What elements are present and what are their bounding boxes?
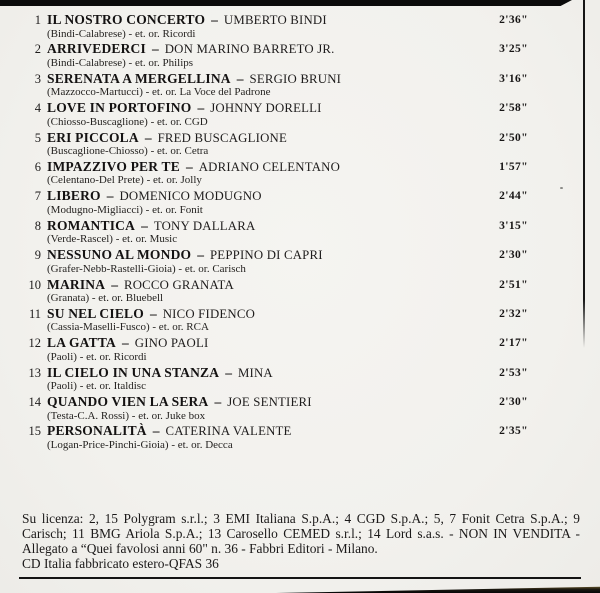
- track-artist: DOMENICO MODUGNO: [119, 189, 262, 204]
- title-artist-separator: –: [141, 217, 148, 233]
- track-title-line: [47, 101, 499, 116]
- track-artist: NICO FIDENCO: [162, 306, 256, 321]
- track-main: [47, 189, 499, 216]
- track-title: ERI PICCOLA: [47, 129, 139, 145]
- track-row: [0, 13, 600, 42]
- track-credit: (Paoli) - et. or. Ricordi: [47, 350, 147, 363]
- track-title-line: [47, 278, 499, 293]
- track-credit: (Paoli) - et. or. Italdisc: [47, 380, 146, 393]
- track-title: QUANDO VIEN LA SERA: [47, 394, 209, 410]
- track-number: 8: [34, 218, 41, 233]
- track-duration: 2'36": [499, 14, 528, 26]
- track-number: 2: [34, 42, 41, 57]
- track-row: [0, 72, 600, 101]
- track-row: [0, 101, 600, 130]
- track-main: [47, 219, 499, 246]
- track-credit: (Cassia-Maselli-Fusco) - et. or. RCA: [47, 321, 209, 334]
- track-title-line: [47, 42, 499, 57]
- title-artist-separator: –: [211, 12, 218, 27]
- track-credit: (Grafer-Nebb-Rastelli-Gioia) - et. or. Carisch: [47, 262, 246, 275]
- track-title: LA GATTA: [47, 335, 116, 351]
- title-artist-separator: –: [106, 188, 114, 204]
- track-main: [47, 395, 499, 422]
- track-row: [0, 395, 600, 424]
- track-artist: GINO PAOLI: [134, 336, 209, 351]
- track-main: [47, 307, 499, 334]
- track-duration: 2'35": [499, 425, 528, 438]
- track-duration: 2'30": [499, 396, 528, 409]
- track-title-line: [47, 131, 499, 146]
- track-artist: UMBERTO BINDI: [223, 13, 327, 27]
- track-duration: 3'15": [499, 219, 528, 232]
- top-edge-strip: [0, 0, 572, 6]
- track-main: [47, 278, 499, 305]
- track-credit: (Granata) - et. or. Bluebell: [47, 292, 164, 305]
- track-title: SERENATA A MERGELLINA: [47, 70, 231, 86]
- track-main: [47, 366, 499, 393]
- track-number: 7: [34, 189, 41, 204]
- title-artist-separator: –: [225, 364, 232, 380]
- track-title: IMPAZZIVO PER TE: [47, 158, 180, 174]
- track-number: 3: [34, 71, 41, 86]
- track-duration: 2'50": [499, 131, 528, 144]
- track-title: PERSONALITÀ: [47, 423, 147, 439]
- track-row: [0, 42, 600, 71]
- track-credit: (Logan-Price-Pinchi-Gioia) - et. or. Decca: [47, 438, 233, 451]
- track-main: [47, 248, 499, 275]
- track-duration: 2'17": [499, 337, 528, 350]
- track-artist: FRED BUSCAGLIONE: [157, 130, 287, 145]
- track-main: [47, 131, 499, 158]
- track-title: IL CIELO IN UNA STANZA: [47, 364, 220, 380]
- track-title-line: [47, 189, 499, 204]
- track-number: 1: [34, 13, 41, 27]
- track-title-line: [47, 336, 499, 351]
- track-credit: (Modugno-Migliacci) - et. or. Fonit: [47, 203, 203, 216]
- track-title-line: [47, 219, 499, 234]
- track-row: [0, 307, 600, 336]
- title-artist-separator: –: [236, 70, 244, 86]
- track-title: LOVE IN PORTOFINO: [47, 100, 192, 116]
- track-row: [0, 219, 600, 248]
- track-artist: CATERINA VALENTE: [165, 424, 292, 439]
- footer: [22, 511, 580, 571]
- track-artist: JOHNNY DORELLI: [210, 101, 322, 116]
- track-title-line: [47, 248, 499, 263]
- catalog-text: CD Italia fabbricato estero-QFAS 36: [22, 556, 219, 571]
- title-artist-separator: –: [185, 158, 193, 174]
- track-row: [0, 160, 600, 189]
- license-text: Su licenza: 2, 15 Polygram s.r.l.; 3 EMI Italiana S.p.A.; 4 CGD S.p.A.; 5, 7 Fonit Cetra S.p.A.; 9 Carisch; 11 BMG Ariola S.p.A.; 13 Carosello CEMED s.r.l.; 14 Lord s.a.s. - NON IN VENDITA - Allegato a “Quei favolosi anni 60" n. 36 - Fabbri Editori - Milano.: [22, 511, 580, 556]
- track-credit: (Buscaglione-Chiosso) - et. or. Cetra: [47, 145, 209, 158]
- track-number: 13: [28, 365, 41, 380]
- track-credit: (Bindi-Calabrese) - et. or. Ricordi: [47, 27, 196, 40]
- title-artist-separator: –: [111, 276, 118, 292]
- track-artist: ADRIANO CELENTANO: [198, 159, 341, 174]
- track-title-line: [47, 13, 499, 28]
- track-number: 5: [34, 130, 41, 145]
- track-artist: DON MARINO BARRETO JR.: [164, 42, 335, 57]
- track-title-line: [47, 366, 499, 381]
- track-row: [0, 189, 600, 218]
- track-artist: JOE SENTIERI: [227, 395, 312, 410]
- track-main: [47, 72, 499, 99]
- track-number: 12: [28, 336, 41, 351]
- track-duration: 2'58": [499, 102, 528, 115]
- track-credit: (Mazzocco-Martucci) - et. or. La Voce del Padrone: [47, 86, 271, 99]
- title-artist-separator: –: [152, 423, 160, 439]
- track-number: 14: [28, 395, 41, 410]
- track-credit: (Testa-C.A. Rossi) - et. or. Juke box: [47, 409, 206, 422]
- track-artist: SERGIO BRUNI: [249, 71, 342, 86]
- track-duration: 2'51": [499, 278, 528, 291]
- footer-rule: [19, 577, 581, 579]
- track-number: 15: [28, 424, 41, 439]
- track-title-line: [47, 395, 499, 410]
- title-artist-separator: –: [151, 41, 159, 57]
- track-duration: 2'30": [499, 249, 528, 262]
- track-title: MARINA: [47, 276, 106, 292]
- track-title: IL NOSTRO CONCERTO: [47, 12, 206, 27]
- track-main: [47, 13, 499, 40]
- title-artist-separator: –: [144, 129, 152, 145]
- track-duration: 2'53": [499, 366, 528, 379]
- track-title: SU NEL CIELO: [47, 305, 144, 321]
- track-main: [47, 101, 499, 128]
- track-artist: ROCCO GRANATA: [123, 277, 234, 292]
- track-title-line: [47, 424, 499, 439]
- track-row: [0, 278, 600, 307]
- title-artist-separator: –: [197, 247, 204, 263]
- track-title: ROMANTICA: [47, 217, 136, 233]
- bottom-edge-shadow: [0, 585, 600, 593]
- track-credit: (Verde-Rascel) - et. or. Music: [47, 233, 178, 246]
- track-artist: PEPPINO DI CAPRI: [209, 248, 323, 263]
- track-number: 4: [34, 101, 41, 116]
- track-duration: 3'25": [499, 43, 528, 56]
- tracklist: [0, 13, 600, 454]
- track-duration: 2'44": [499, 190, 528, 203]
- track-title: ARRIVEDERCI: [47, 41, 146, 57]
- track-credit: (Chiosso-Buscaglione) - et. or. CGD: [47, 115, 208, 128]
- track-row: [0, 248, 600, 277]
- track-number: 9: [34, 248, 41, 263]
- track-credit: (Celentano-Del Prete) - et. or. Jolly: [47, 174, 202, 187]
- title-artist-separator: –: [197, 100, 205, 116]
- title-artist-separator: –: [214, 394, 222, 410]
- track-row: [0, 366, 600, 395]
- track-duration: 2'32": [499, 307, 528, 320]
- track-main: [47, 336, 499, 363]
- track-main: [47, 424, 499, 451]
- track-artist: MINA: [237, 365, 273, 380]
- track-credit: (Bindi-Calabrese) - et. or. Philips: [47, 56, 194, 69]
- track-number: 10: [28, 277, 41, 292]
- track-row: [0, 336, 600, 365]
- track-title-line: [47, 160, 499, 175]
- track-title-line: [47, 72, 499, 87]
- track-title: LIBERO: [47, 188, 101, 204]
- track-title-line: [47, 307, 499, 322]
- title-artist-separator: –: [149, 305, 157, 321]
- track-title: NESSUNO AL MONDO: [47, 247, 192, 263]
- track-duration: 1'57": [499, 160, 528, 173]
- track-number: 11: [28, 306, 41, 321]
- track-row: [0, 424, 600, 453]
- track-main: [47, 42, 499, 69]
- track-number: 6: [34, 159, 41, 174]
- track-row: [0, 131, 600, 160]
- title-artist-separator: –: [122, 335, 129, 351]
- track-artist: TONY DALLARA: [153, 218, 256, 233]
- track-duration: 3'16": [499, 72, 528, 85]
- track-main: [47, 160, 499, 187]
